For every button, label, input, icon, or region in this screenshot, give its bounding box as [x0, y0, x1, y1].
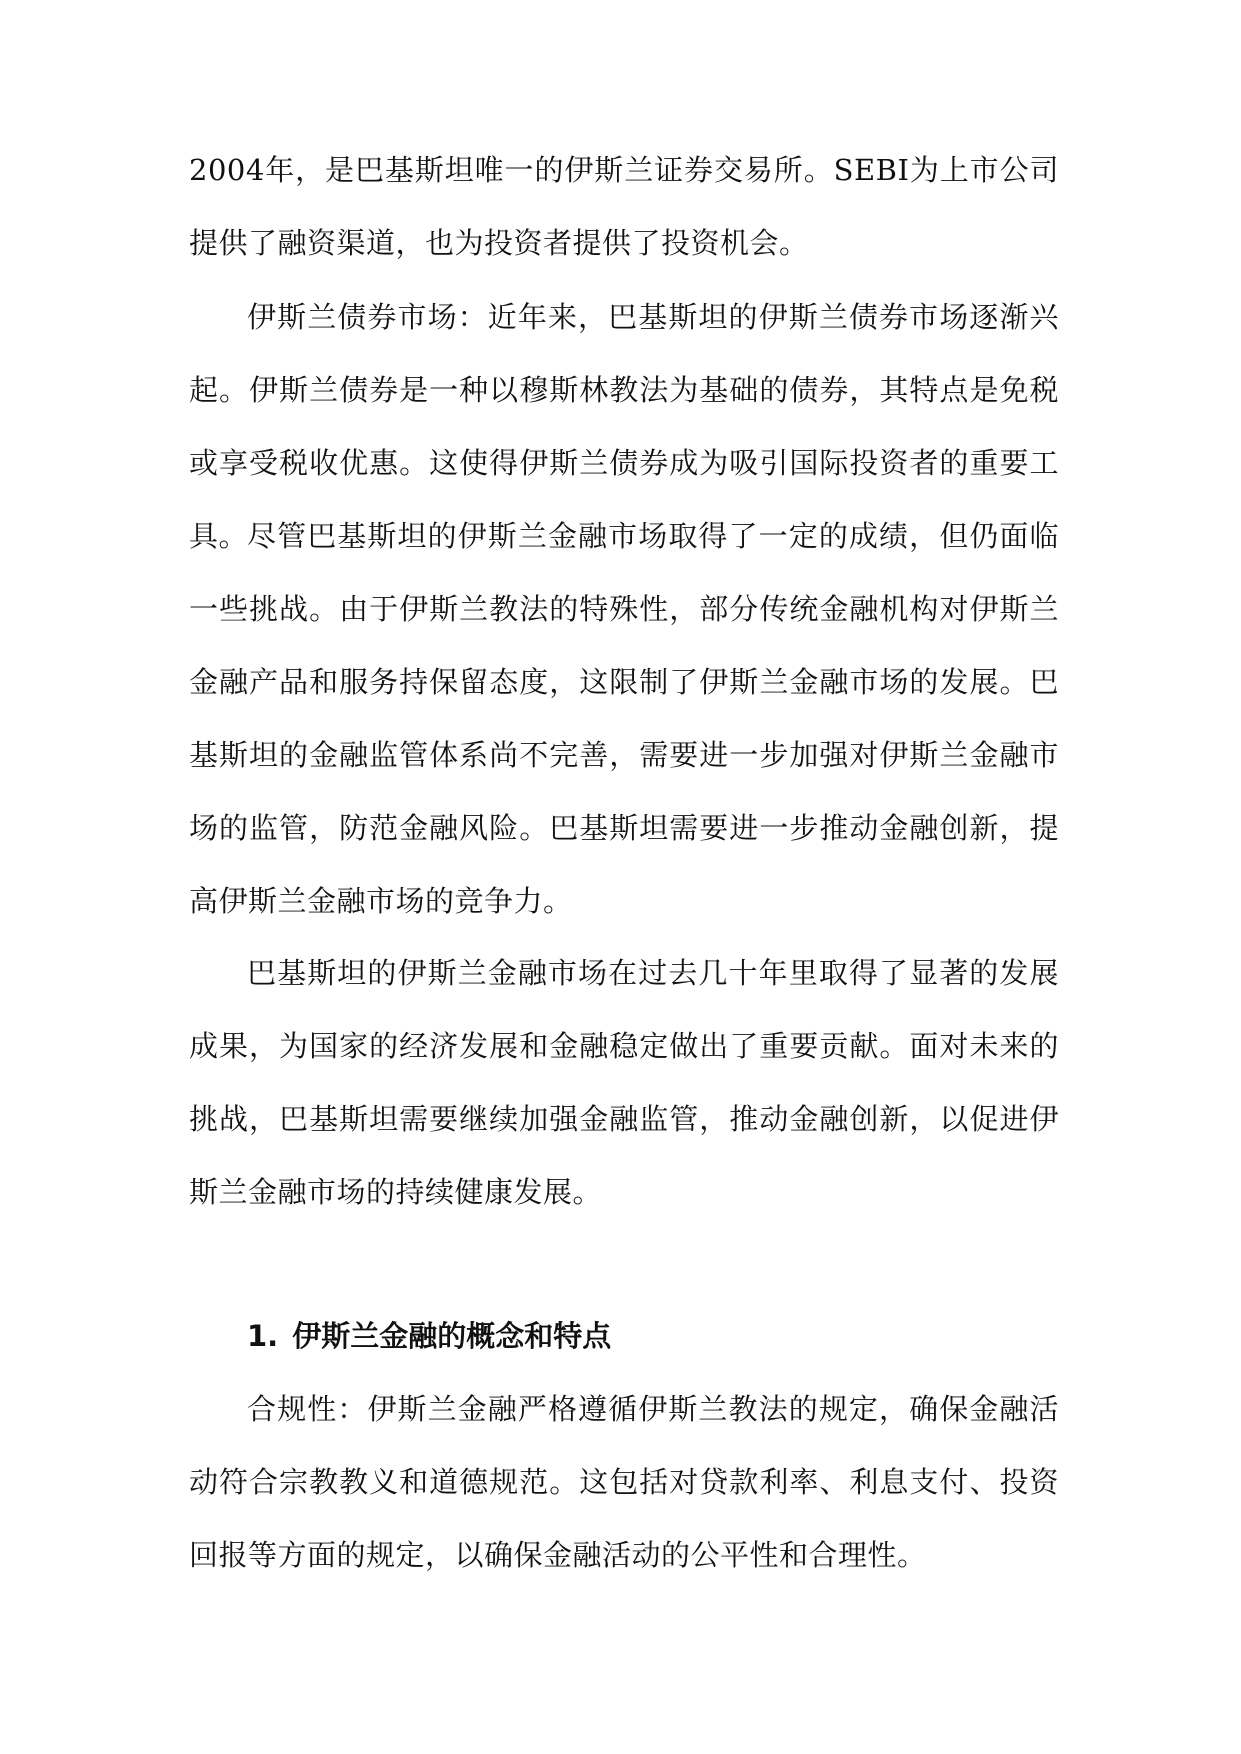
paragraph-text: 2004年，是巴基斯坦唯一的伊斯兰证券交易所。SEBI为上市公司提供了融资渠道，也为投资者提供了投资机会。 [189, 153, 1059, 260]
section-number: 1. [247, 1319, 279, 1353]
paragraph-challenges [189, 500, 1059, 938]
paragraph-conclusion [189, 937, 1059, 1229]
paragraph-compliance [189, 1373, 1059, 1592]
paragraph-text: 合规性：伊斯兰金融严格遵循伊斯兰教法的规定，确保金融活动符合宗教教义和道德规范。这包括对贷款利率、利息支付、投资回报等方面的规定，以确保金融活动的公平性和合理性。 [189, 1392, 1059, 1572]
paragraph-text: 伊斯兰债券市场：近年来，巴基斯坦的伊斯兰债券市场逐渐兴起。伊斯兰债券是一种以穆斯林教法为基础的债券，其特点是免税或享受税收优惠。这使得伊斯兰债券成为吸引国际投资者的重要工具。 [189, 300, 1059, 553]
paragraph-text: 尽管巴基斯坦的伊斯兰金融市场取得了一定的成绩，但仍面临一些挑战。由于伊斯兰教法的特殊性，部分传统金融机构对伊斯兰金融产品和服务持保留态度，这限制了伊斯兰金融市场的发展。巴基斯坦的金融监管体系尚不完善，需要进一步加强对伊斯兰金融市场的监管，防范金融风险。巴基斯坦需要进一步推动金融创新，提高伊斯兰金融市场的竞争力。 [189, 519, 1059, 918]
section-heading [247, 1300, 611, 1373]
paragraph-continuation [189, 134, 1059, 280]
section-title: 伊斯兰金融的概念和特点 [292, 1319, 612, 1353]
paragraph-text: 巴基斯坦的伊斯兰金融市场在过去几十年里取得了显著的发展成果，为国家的经济发展和金融稳定做出了重要贡献。面对未来的挑战，巴基斯坦需要继续加强金融监管，推动金融创新，以促进伊斯兰金融市场的持续健康发展。 [189, 956, 1059, 1209]
